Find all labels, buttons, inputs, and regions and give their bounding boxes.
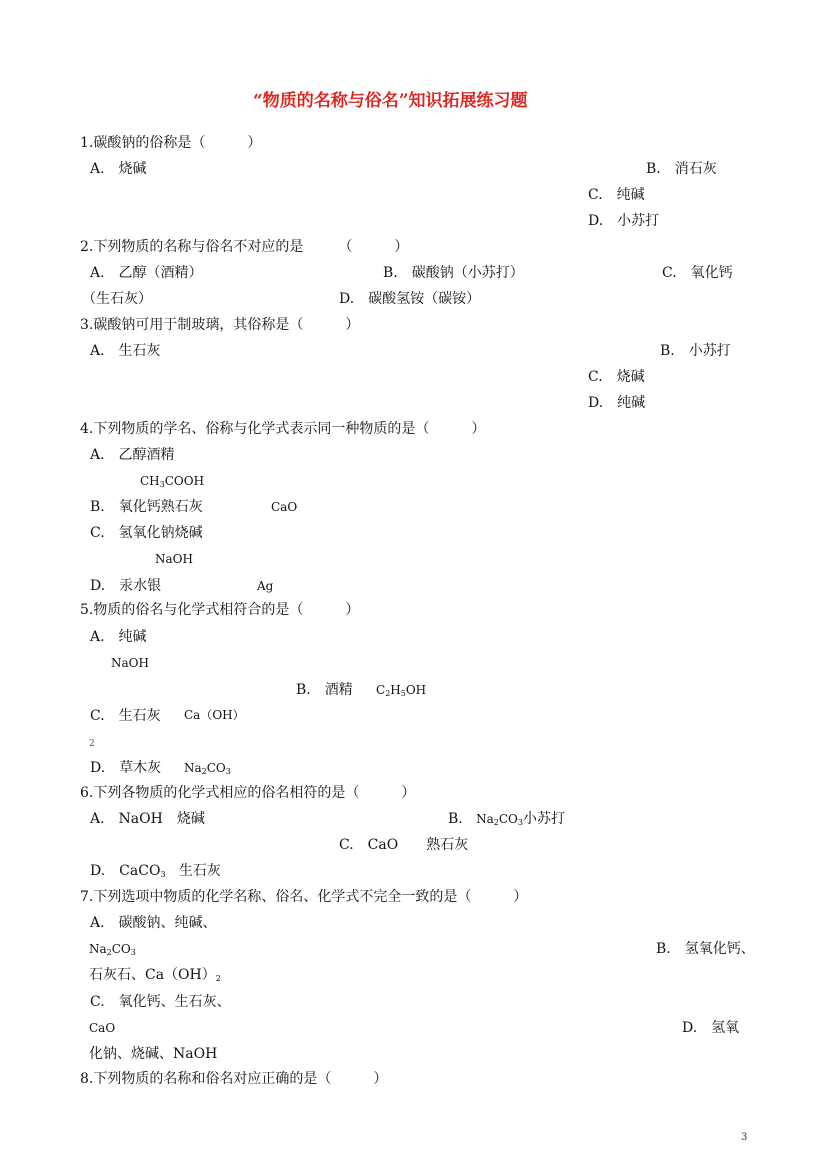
question-6-option-c: C. CaO 熟石灰 [339,837,469,853]
page-title: “物质的名称与俗名”知识拓展练习题 [253,91,528,111]
question-4-option-a-formula: $CH_3COOH$ [140,474,205,489]
question-4-stem: 4.下列物质的学名、俗称与化学式表示同一种物质的是（ ） [80,421,486,437]
question-2-option-c: C. 氧化钙 [662,265,733,281]
question-6-option-a: A. NaOH 烧碱 [90,811,205,827]
question-1-option-c: C. 纯碱 [588,187,645,203]
question-7-option-a: A. 碳酸钠、纯碱、 [90,915,217,931]
question-5-option-b: B. 酒精 [296,682,353,698]
question-2-option-c-cont: （生石灰） [82,291,152,307]
question-6-stem: 6.下列各物质的化学式相应的俗名相符的是（ ） [80,785,416,801]
question-3-option-a: A. 生石灰 [90,343,161,359]
question-4-option-b-formula: CaO [271,500,298,514]
question-6-option-b: B. $Na_2CO_3$小苏打 [448,811,565,827]
question-3-option-c: C. 烧碱 [588,369,645,385]
question-3-option-b: B. 小苏打 [660,343,731,359]
question-5-option-d: D. 草木灰 [90,760,162,776]
question-7-option-a-formula: $Na_2CO_3$ [89,942,136,957]
question-2-option-d: D. 碳酸氢铵（碳铵） [339,291,481,307]
question-7-stem: 7.下列选项中物质的化学名称、俗名、化学式不完全一致的是（ ） [80,889,528,905]
question-8-stem: 8.下列物质的名称和俗名对应正确的是（ ） [80,1071,388,1087]
question-5-option-c-subscript: 2 [89,739,95,749]
question-4-option-a: A. 乙醇酒精 [90,447,175,463]
question-4-option-d-formula: Ag [257,579,274,593]
question-7-option-c: C. 氧化钙、生石灰、 [90,994,231,1010]
question-2-stem: 2.下列物质的名称与俗名不对应的是 （ ） [80,239,409,255]
question-4-option-d: D. 汞水银 [90,578,162,594]
question-1-option-b: B. 消石灰 [646,161,717,177]
question-7-option-d: D. 氢氧 [682,1020,740,1036]
question-7-option-b-cont: 石灰石、$Ca(OH)_2$ [89,967,221,983]
question-2-option-a: A. 乙醇（酒精） [90,265,203,281]
question-7-option-b: B. 氢氧化钙、 [656,941,755,957]
question-5-option-d-formula: $Na_2CO_3$ [184,761,231,776]
question-4-option-b: B. 氧化钙熟石灰 [90,499,203,515]
question-1-option-d: D. 小苏打 [588,213,660,229]
question-5-option-c-formula: Ca（OH） [184,708,245,722]
question-1-option-a: A. 烧碱 [90,161,147,177]
question-5-stem: 5.物质的俗名与化学式相符合的是（ ） [80,602,360,618]
page-number: 3 [741,1132,748,1143]
question-4-option-c: C. 氢氧化钠烧碱 [90,525,203,541]
question-1-stem: 1.碳酸钠的俗称是（ ） [80,135,262,151]
question-7-option-d-cont: 化钠、烧碱、NaOH [89,1046,218,1062]
question-5-option-c: C. 生石灰 [90,708,161,724]
question-7-option-c-formula: CaO [89,1021,116,1035]
question-5-option-a: A. 纯碱 [90,629,147,645]
question-4-option-c-formula: NaOH [155,552,193,566]
question-5-option-b-formula: $C_2H_5OH$ [376,683,427,698]
question-5-option-a-formula: NaOH [111,656,149,670]
question-6-option-d: D. CaCO$_3$ 生石灰 [90,863,221,879]
question-2-option-b: B. 碳酸钠（小苏打） [383,265,524,281]
question-3-option-d: D. 纯碱 [588,395,646,411]
question-3-stem: 3.碳酸钠可用于制玻璃，其俗称是（ ） [80,317,360,333]
